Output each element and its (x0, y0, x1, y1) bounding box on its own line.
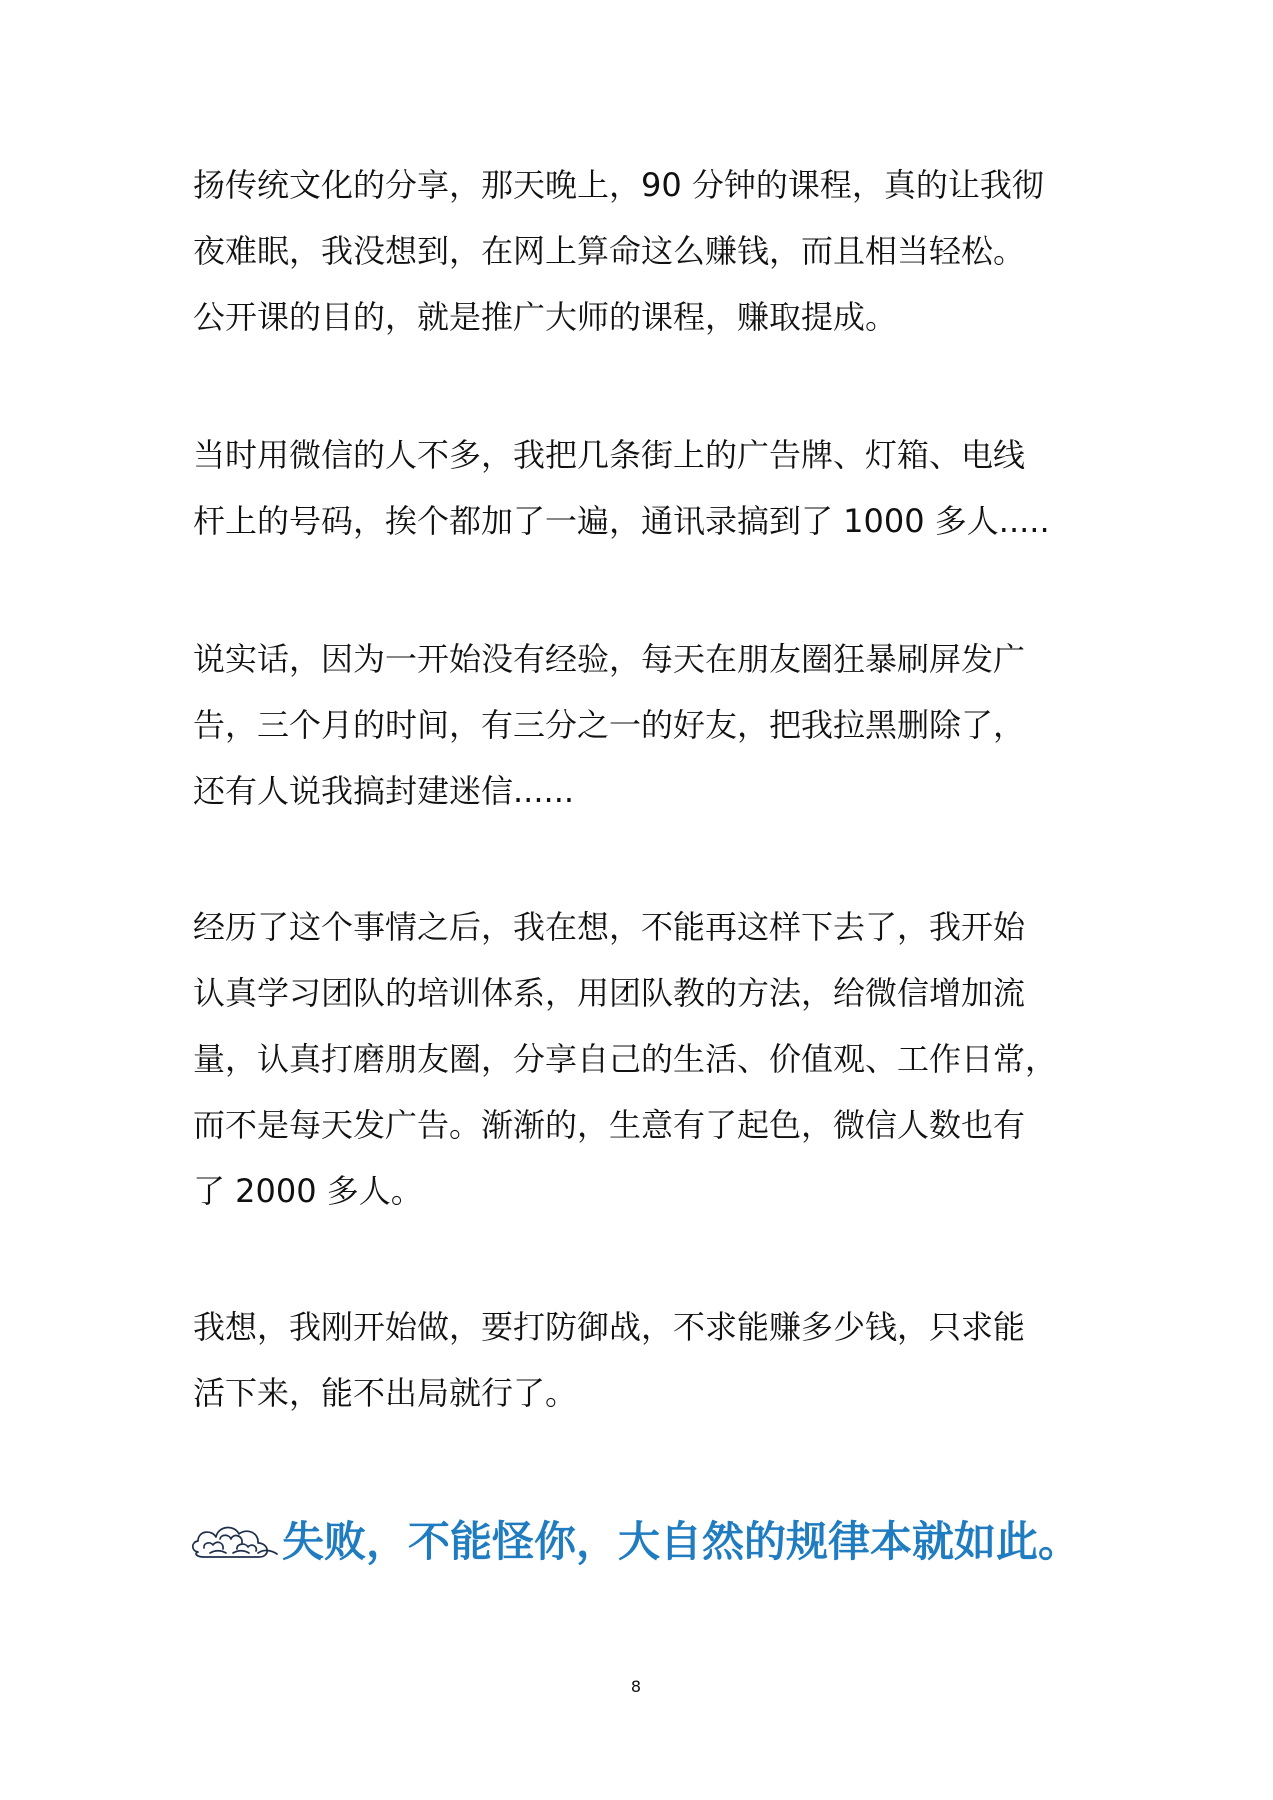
page-number: 8 (630, 1677, 642, 1696)
paragraph-4-line-5: 了 2000 多人。 (193, 1172, 423, 1210)
paragraph-3-line-1: 说实话，因为一开始没有经验，每天在朋友圈狂暴刷屏发广 (193, 640, 1026, 678)
paragraph-5-line-2: 活下来，能不出局就行了。 (193, 1374, 578, 1412)
paragraph-3-line-2: 告，三个月的时间，有三分之一的好友，把我拉黑删除了， (193, 706, 1026, 744)
paragraph-5-line-1: 我想，我刚开始做，要打防御战，不求能赚多少钱，只求能 (193, 1308, 1026, 1346)
paragraph-2-line-2: 杆上的号码，挨个都加了一遍，通讯录搞到了 1000 多人..... (193, 502, 1050, 540)
paragraph-1-line-2: 夜难眠，我没想到，在网上算命这么赚钱，而且相当轻松。 (193, 232, 1026, 270)
cloud-ornament-icon (186, 1512, 282, 1570)
paragraph-3-line-3: 还有人说我搞封建迷信...... (193, 772, 575, 810)
paragraph-4-line-2: 认真学习团队的培训体系，用团队教的方法，给微信增加流 (193, 974, 1026, 1012)
paragraph-1-line-3: 公开课的目的，就是推广大师的课程，赚取提成。 (193, 298, 898, 336)
heading-quote: 失败，不能怪你，大自然的规律本就如此。 (282, 1517, 1081, 1566)
paragraph-1-line-1: 扬传统文化的分享，那天晚上，90 分钟的课程，真的让我彻 (193, 166, 1044, 204)
paragraph-4-line-1: 经历了这个事情之后，我在想，不能再这样下去了，我开始 (193, 908, 1026, 946)
paragraph-4-line-4: 而不是每天发广告。渐渐的，生意有了起色，微信人数也有 (193, 1106, 1026, 1144)
paragraph-2-line-1: 当时用微信的人不多，我把几条街上的广告牌、灯箱、电线 (193, 436, 1026, 474)
paragraph-4-line-3: 量，认真打磨朋友圈，分享自己的生活、价值观、工作日常， (193, 1040, 1058, 1078)
